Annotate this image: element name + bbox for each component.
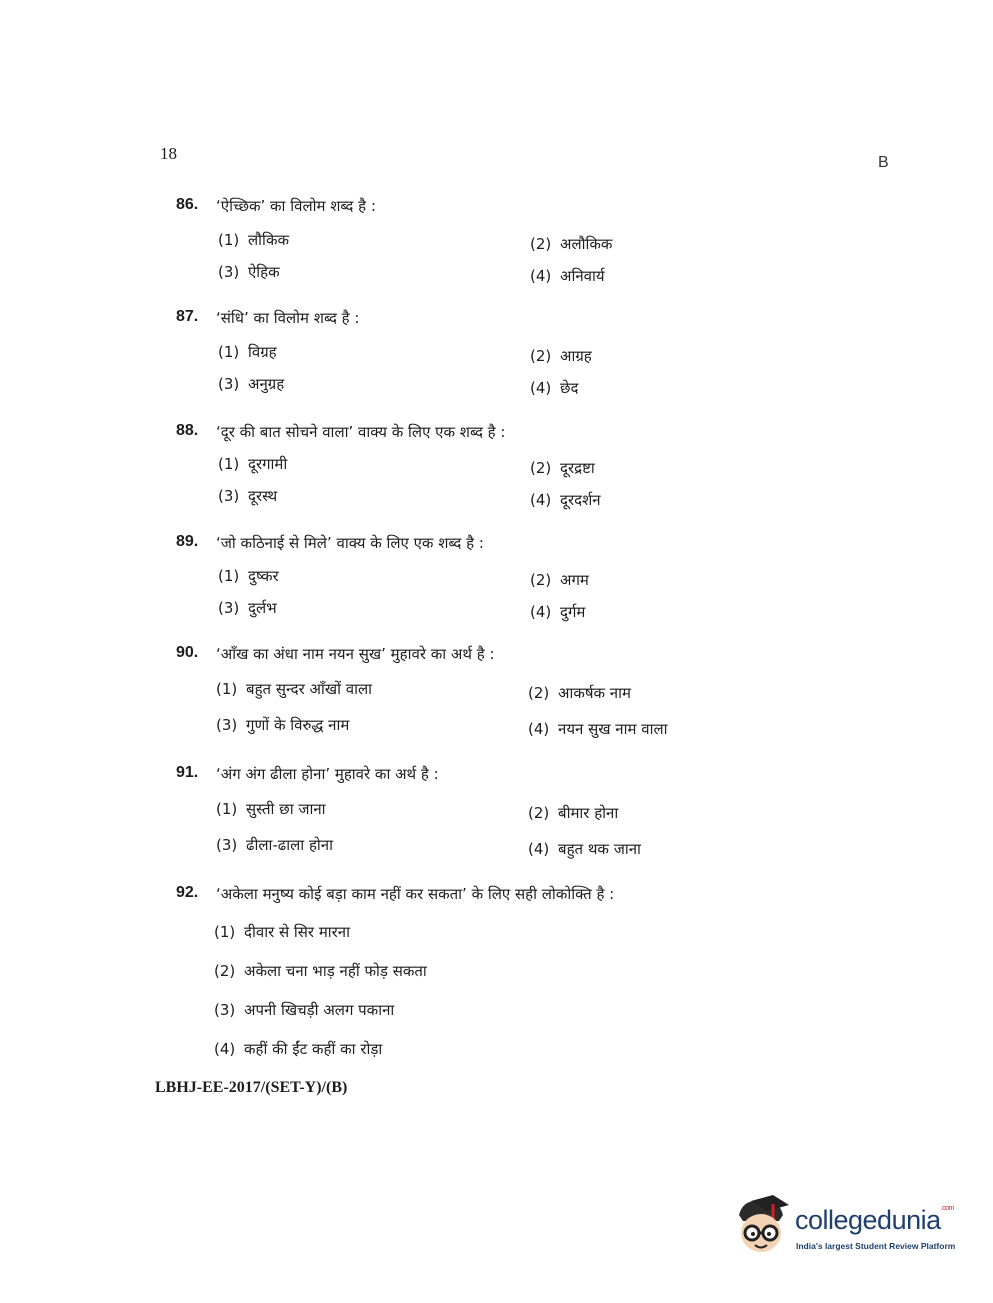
option-2: (2) दूरद्रष्टा [530, 459, 595, 477]
question-number: 90. [176, 644, 199, 661]
option-2: (2) बीमार होना [528, 804, 619, 822]
question-text: ‘अकेला मनुष्य कोई बड़ा काम नहीं कर सकता’ के लिए सही लोकोक्ति है : [216, 885, 615, 903]
option-1: (1) लौकिक [218, 231, 289, 249]
set-code: B [878, 154, 889, 171]
option-1: (1) दीवार से सिर मारना [214, 923, 351, 941]
question-89 [176, 533, 896, 621]
option-3: (3) ऐहिक [218, 263, 280, 281]
option-4: (4) दूरदर्शन [530, 491, 601, 509]
question-number: 92. [176, 884, 199, 901]
question-text: ‘संधि’ का विलोम शब्द है : [216, 309, 360, 327]
option-1: (1) दुष्कर [218, 567, 279, 585]
brand-tagline: India's largest Student Review Platform [796, 1241, 956, 1251]
option-4: (4) अनिवार्य [530, 267, 605, 285]
brand-name: collegedunia$^{.com}$ [795, 1205, 954, 1235]
question-87 [176, 308, 896, 397]
option-4: (4) बहुत थक जाना [528, 840, 641, 858]
question-number: 87. [176, 308, 199, 325]
option-3: (3) दूरस्थ [218, 487, 278, 505]
question-number: 86. [176, 196, 199, 213]
question-number: 89. [176, 533, 199, 550]
question-88 [176, 422, 896, 509]
question-text: ‘ऐच्छिक’ का विलोम शब्द है : [216, 197, 376, 215]
option-2: (2) अलौकिक [530, 235, 613, 253]
option-2: (2) आकर्षक नाम [528, 684, 631, 702]
option-1: (1) सुस्ती छा जाना [216, 800, 326, 818]
brand-logo [733, 1195, 963, 1265]
question-92 [176, 884, 896, 1058]
question-text: ‘अंग अंग ढीला होना’ मुहावरे का अर्थ है : [216, 765, 439, 783]
option-3: (3) ढीला-ढाला होना [216, 836, 334, 854]
option-2: (2) अकेला चना भाड़ नहीं फोड़ सकता [214, 962, 427, 980]
mascot-icon [733, 1195, 791, 1257]
option-1: (1) बहुत सुन्दर आँखों वाला [216, 680, 373, 698]
option-4: (4) कहीं की ईंट कहीं का रोड़ा [214, 1040, 383, 1058]
question-90 [176, 644, 896, 738]
question-91 [176, 764, 896, 858]
question-number: 88. [176, 422, 199, 439]
question-number: 91. [176, 764, 199, 781]
option-4: (4) छेद [530, 379, 579, 397]
option-4: (4) नयन सुख नाम वाला [528, 720, 668, 738]
question-86 [176, 196, 896, 285]
option-3: (3) दुर्लभ [218, 599, 277, 617]
option-3: (3) अपनी खिचड़ी अलग पकाना [214, 1001, 395, 1019]
option-4: (4) दुर्गम [530, 603, 586, 621]
question-text: ‘जो कठिनाई से मिले’ वाक्य के लिए एक शब्द है : [216, 534, 484, 552]
option-3: (3) अनुग्रह [218, 375, 285, 393]
option-2: (2) आग्रह [530, 347, 592, 365]
question-text: ‘दूर की बात सोचने वाला’ वाक्य के लिए एक शब्द है : [216, 423, 506, 441]
option-3: (3) गुणों के विरुद्ध नाम [216, 716, 350, 734]
option-1: (1) विग्रह [218, 343, 277, 361]
question-text: ‘आँख का अंधा नाम नयन सुख’ मुहावरे का अर्थ है : [216, 645, 495, 663]
paper-code: LBHJ-EE-2017/(SET-Y)/(B) [155, 1079, 348, 1096]
option-1: (1) दूरगामी [218, 455, 288, 473]
page-number: 18 [160, 144, 177, 163]
option-2: (2) अगम [530, 571, 589, 589]
